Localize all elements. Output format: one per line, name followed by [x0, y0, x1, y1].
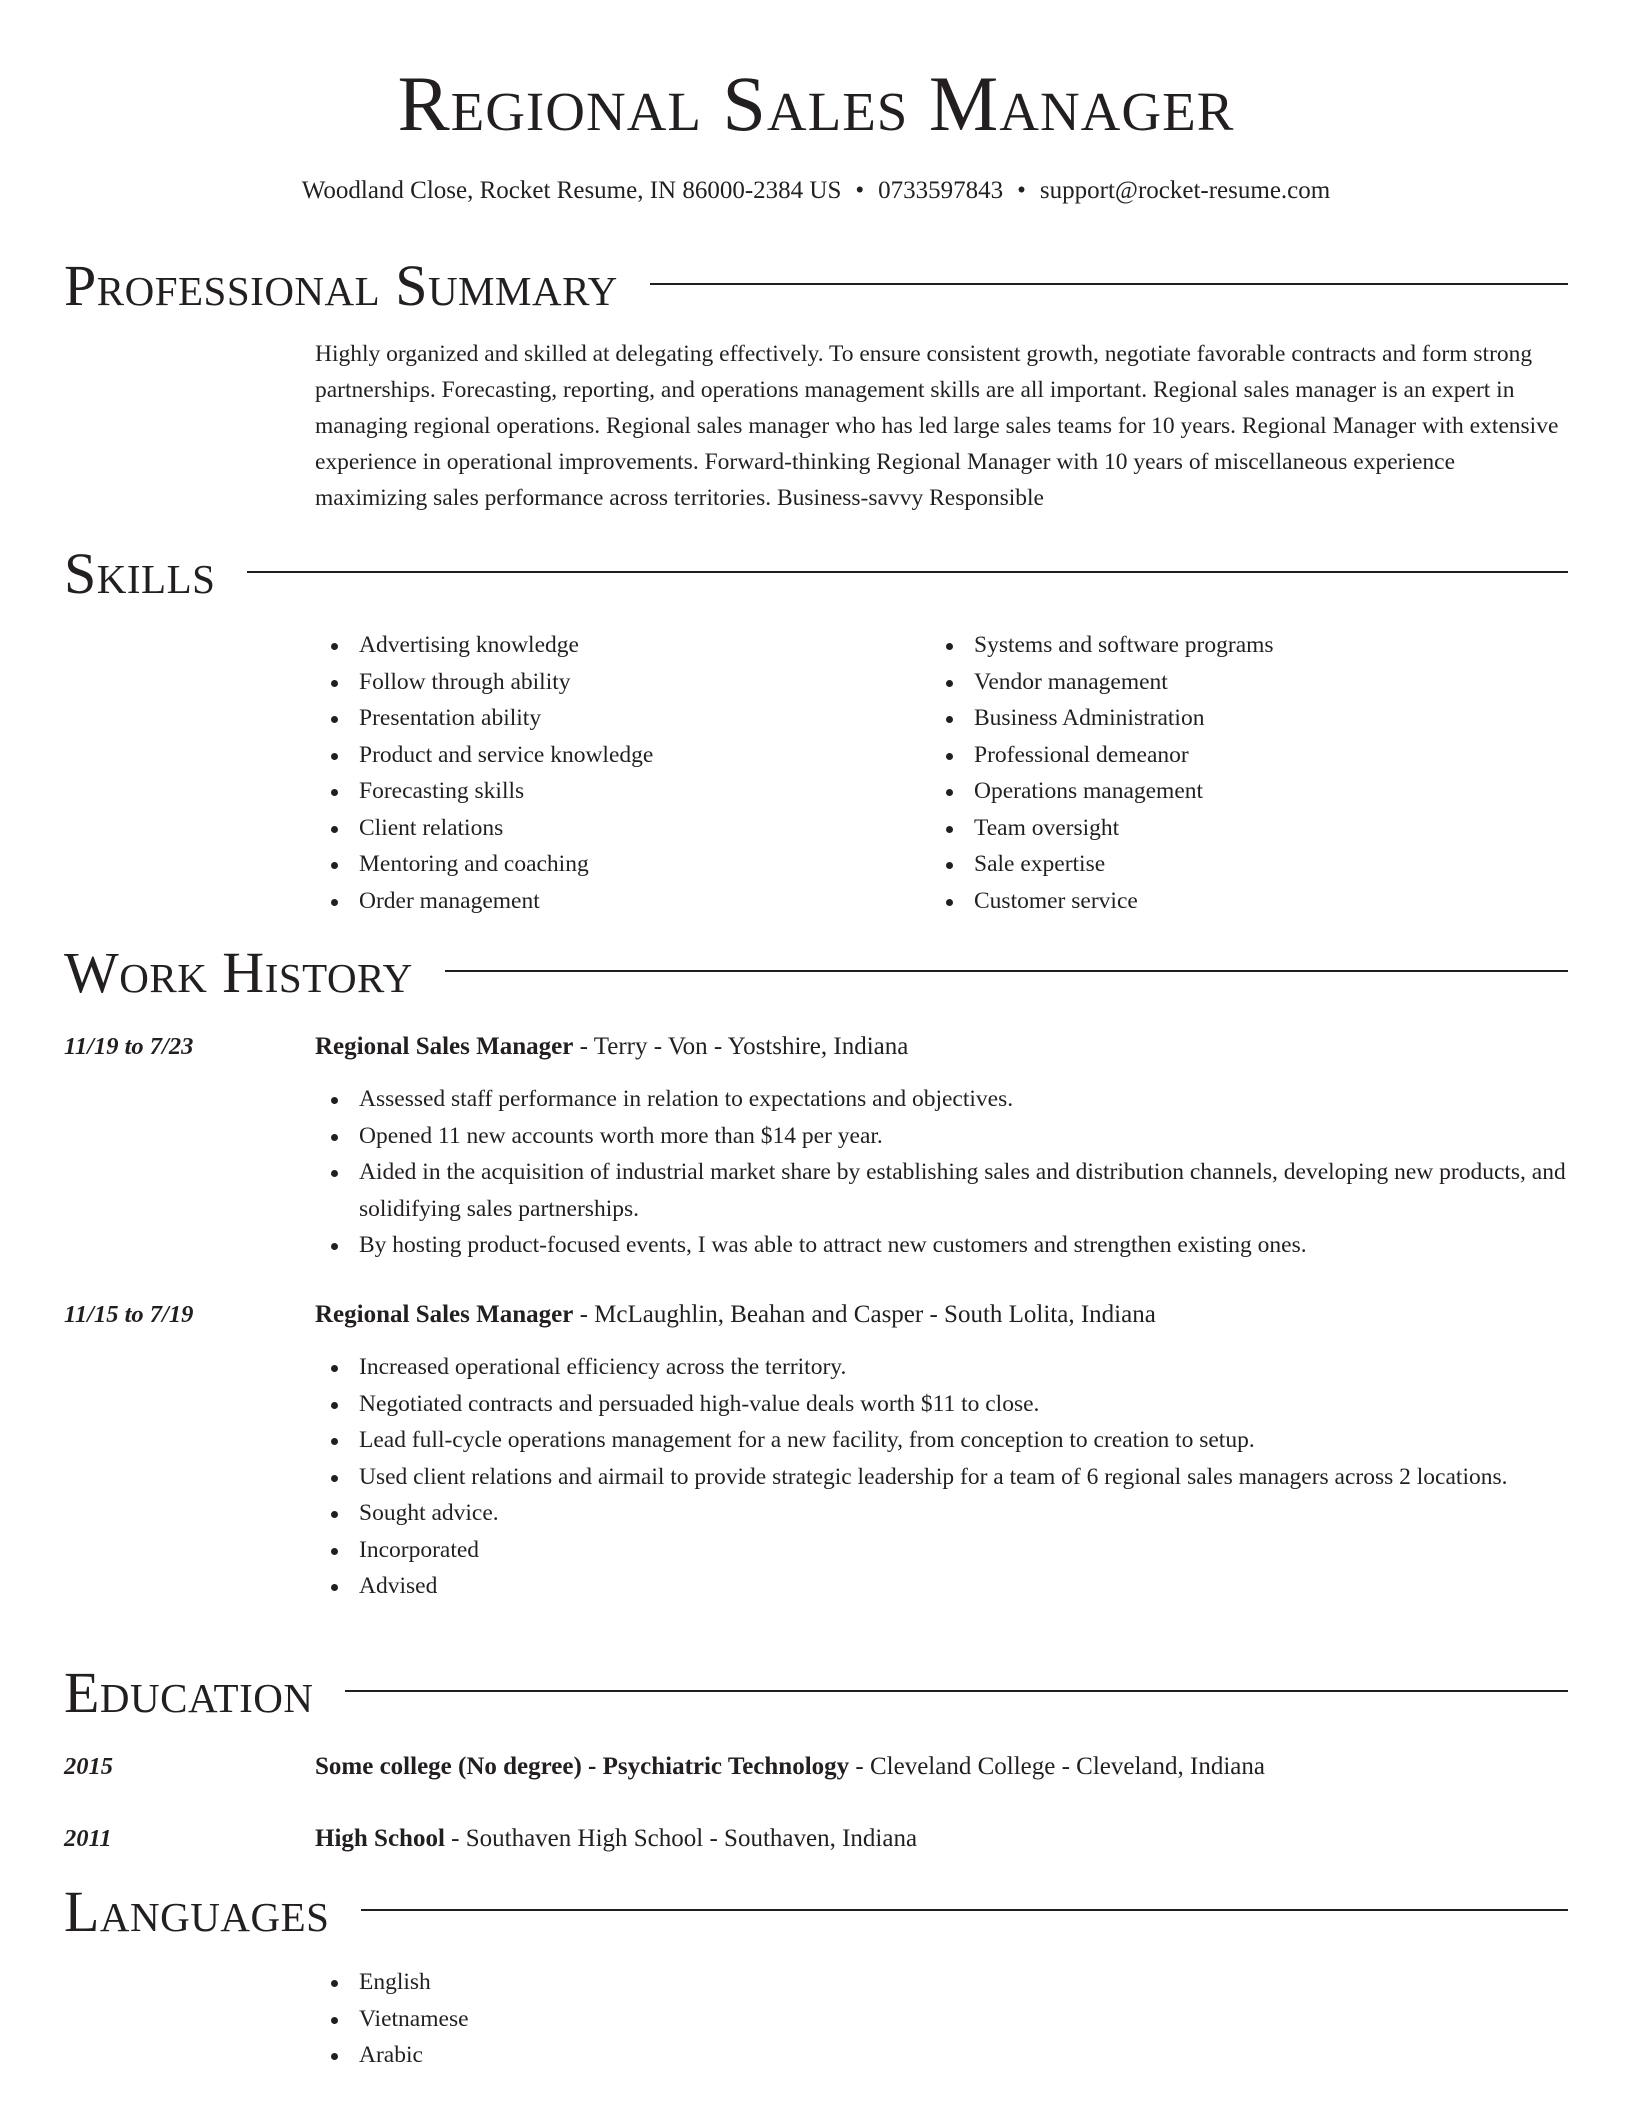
education-year: 2015: [64, 1753, 113, 1780]
education-degree: High School: [315, 1825, 445, 1852]
job-bullet: Increased operational efficiency across the territory.: [315, 1349, 1568, 1386]
section-divider: [247, 571, 1568, 573]
job-bullet: Sought advice.: [315, 1495, 1568, 1532]
summary-section-heading: [64, 255, 1568, 317]
contact-phone: 0733597843: [878, 177, 1004, 204]
job-title: Regional Sales Manager: [315, 1033, 574, 1060]
job-dates: 11/19 to 7/23: [64, 1033, 194, 1060]
job-heading: [315, 1298, 1568, 1332]
skill-item: Presentation ability: [315, 700, 915, 737]
skill-item: Operations management: [930, 773, 1530, 810]
skills-list-left: [315, 627, 915, 919]
language-item: Arabic: [315, 2037, 1568, 2074]
job-bullet: Used client relations and airmail to provide strategic leadership for a team of 6 regional sales managers across 2 locations.: [315, 1459, 1568, 1496]
section-divider: [445, 970, 1568, 972]
skill-item: Advertising knowledge: [315, 627, 915, 664]
job-bullet: Opened 11 new accounts worth more than $14 per year.: [315, 1118, 1568, 1155]
skill-item: Business Administration: [930, 700, 1530, 737]
skill-item: Professional demeanor: [930, 737, 1530, 774]
section-divider: [650, 283, 1568, 285]
education-details: - Cleveland College - Cleveland, Indiana: [849, 1753, 1265, 1780]
job-bullet: Aided in the acquisition of industrial market share by establishing sales and distribution channels, developing new products, and solidifying sales partnerships.: [315, 1154, 1568, 1227]
skills-list-right: [930, 627, 1530, 919]
job-details: - Terry - Von - Yostshire, Indiana: [573, 1033, 909, 1060]
job-bullet: Assessed staff performance in relation to expectations and objectives.: [315, 1081, 1568, 1118]
skill-item: Systems and software programs: [930, 627, 1530, 664]
education-degree: Some college (No degree) - Psychiatric Technology: [315, 1753, 850, 1780]
summary-heading-text: Professional Summary: [64, 253, 618, 318]
skill-item: Forecasting skills: [315, 773, 915, 810]
contact-separator: •: [855, 177, 865, 204]
job-heading: [315, 1030, 1568, 1064]
job-bullets: [315, 1081, 1568, 1264]
work-section-heading: [64, 942, 1568, 1004]
education-details: - Southaven High School - Southaven, Indiana: [444, 1825, 918, 1852]
summary-text: Highly organized and skilled at delegating effectively. To ensure consistent growth, negotiate favorable contracts and form strong partnerships. Forecasting, reporting, and operations management skills are all important. Regional sales manager is an expert in managing regional operations. Regional sales manager who has led large sales teams for 10 years. Regional Manager with extensive experience in operational improvements. Forward-thinking Regional Manager with 10 years of miscellaneous experience maximizing sales performance across territories. Business-savvy Responsible: [315, 341, 1559, 511]
skill-item: Sale expertise: [930, 846, 1530, 883]
job-bullets: [315, 1349, 1568, 1605]
section-divider: [361, 1909, 1568, 1911]
skill-item: Client relations: [315, 810, 915, 847]
contact-separator: •: [1017, 177, 1026, 204]
skills-section-heading: [64, 543, 1568, 605]
languages-list: [315, 1964, 1568, 2074]
skill-item: Mentoring and coaching: [315, 846, 915, 883]
contact-email: support@rocket-resume.com: [1039, 177, 1331, 204]
education-entry: [315, 1822, 1568, 1856]
language-item: English: [315, 1964, 1568, 2001]
job-bullet: Lead full-cycle operations management for a new facility, from conception to creation to setup.: [315, 1422, 1568, 1459]
languages-section-heading: [64, 1881, 1568, 1943]
skill-item: Order management: [315, 883, 915, 920]
skill-item: Follow through ability: [315, 664, 915, 701]
education-entry: [315, 1750, 1568, 1784]
job-bullet: Advised: [315, 1568, 1568, 1605]
skill-item: Vendor management: [930, 664, 1530, 701]
contact-address: Woodland Close, Rocket Resume, IN 86000-2384 US: [301, 177, 842, 204]
job-bullet: Negotiated contracts and persuaded high-value deals worth $11 to close.: [315, 1386, 1568, 1423]
language-item: Vietnamese: [315, 2001, 1568, 2038]
resume-name: Regional Sales Manager: [397, 60, 1235, 147]
skill-item: Product and service knowledge: [315, 737, 915, 774]
education-heading-text: Education: [64, 1660, 314, 1725]
job-bullet: Incorporated: [315, 1532, 1568, 1569]
contact-line: [0, 174, 1632, 208]
skills-heading-text: Skills: [64, 541, 216, 606]
job-details: - McLaughlin, Beahan and Casper - South Lolita, Indiana: [573, 1301, 1156, 1328]
skill-item: Customer service: [930, 883, 1530, 920]
job-title: Regional Sales Manager: [315, 1301, 574, 1328]
languages-heading-text: Languages: [64, 1879, 330, 1944]
education-section-heading: [64, 1662, 1568, 1724]
work-heading-text: Work History: [64, 940, 413, 1005]
job-bullet: By hosting product-focused events, I was able to attract new customers and strengthen existing ones.: [315, 1227, 1568, 1264]
section-divider: [345, 1690, 1568, 1692]
job-dates: 11/15 to 7/19: [64, 1301, 194, 1328]
skill-item: Team oversight: [930, 810, 1530, 847]
education-year: 2011: [64, 1825, 112, 1852]
